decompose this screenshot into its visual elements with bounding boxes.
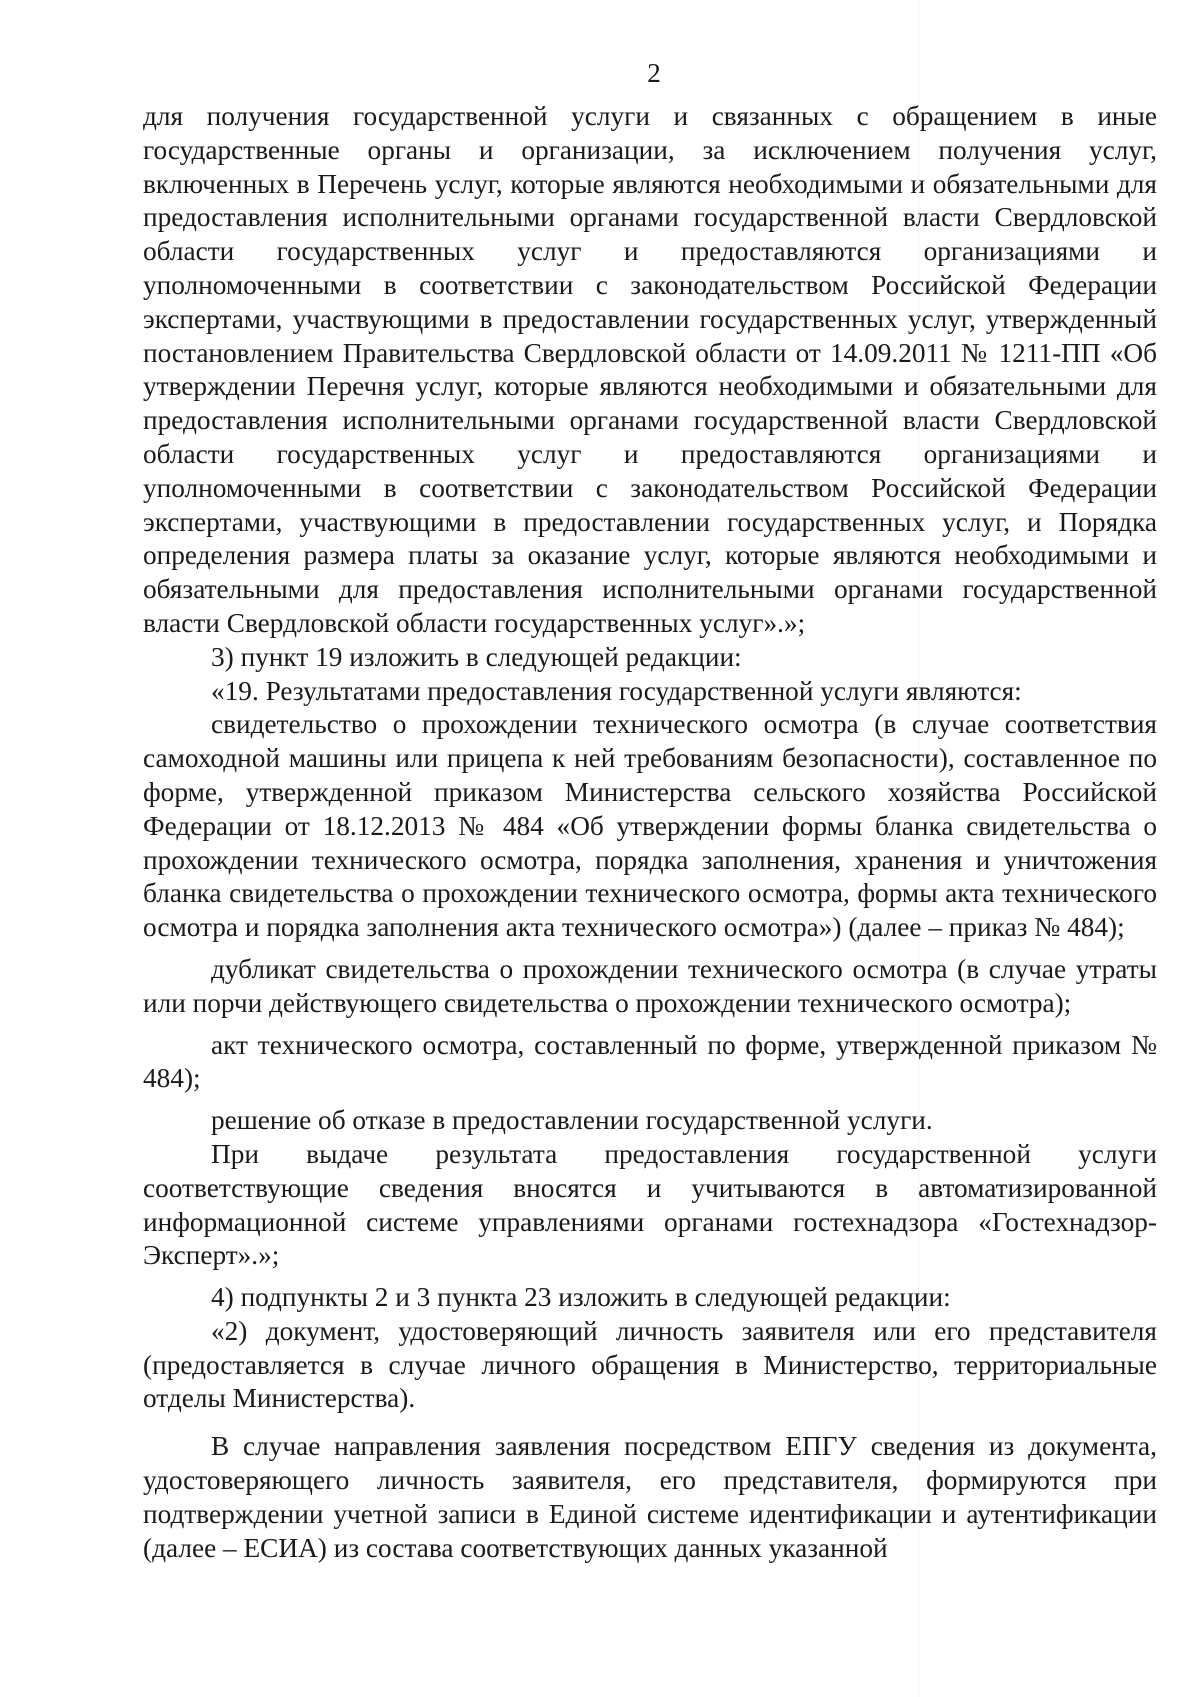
document-body xyxy=(143,100,1157,1565)
paragraph-item-19: «19. Результатами предоставления государственной услуги являются: xyxy=(211,675,1022,706)
paragraph-subitem-2: «2) документ, удостоверяющий личность заявителя или его представителя (предоставляется в случае личного обращения в Министерство, территориальные отделы Министерства). xyxy=(143,1315,1157,1414)
paragraph-refusal: решение об отказе в предоставлении государственной услуги. xyxy=(211,1105,933,1136)
paragraph-duplicate: дубликат свидетельства о прохождении технического осмотра (в случае утраты или порчи действующего свидетельства о прохождении технического осмотра); xyxy=(143,953,1157,1018)
page-number: 2 xyxy=(647,58,661,88)
paragraph-certificate: свидетельство о прохождении технического осмотра (в случае соответствия самоходной машины или прицепа к ней требованиям безопасности), составленное по форме, утвержденной приказом Министерства сельского хозяйства Российской Федерации от 18.12.2013 № 484 «Об утверждении формы бланка свидетельства о прохождении технического осмотра, порядка заполнения, хранения и уничтожения бланка свидетельства о прохождении технического осмотра, формы акта технического осмотра и порядка заполнения акта технического осмотра») (далее – приказ № 484); xyxy=(143,709,1157,943)
paragraph-inspection-act: акт технического осмотра, составленный по форме, утвержденной приказом № 484); xyxy=(143,1029,1157,1094)
paragraph-ais-record: При выдаче результата предоставления государственной услуги соответствующие сведения вносятся и учитываются в автоматизированной информационной системе управлениями органами гостехнадзора «Гостехнадзор-Эксперт».»; xyxy=(143,1138,1157,1271)
paragraph-item-3: 3) пункт 19 изложить в следующей редакции: xyxy=(211,641,742,672)
paragraph-continuation: для получения государственной услуги и связанных с обращением в иные государственные органы и организации, за исключением получения услуг, включенных в Перечень услуг, которые являются необходимыми и обязательными для предоставления исполнительными органами государственной власти Свердловской области государственных услуг и предоставляются организациями и уполномоченными в соответствии с законодательством Российской Федерации экспертами, участвующими в предоставлении государственных услуг, утвержденный постановлением Правительства Свердловской области от 14.09.2011 № 1211-ПП «Об утверждении Перечня услуг, которые являются необходимыми и обязательными для предоставления исполнительными органами государственной власти Свердловской области государственных услуг и предоставляются организациями и уполномоченными в соответствии с законодательством Российской Федерации экспертами, участвующими в предоставлении государственных услуг, и Порядка определения размера платы за оказание услуг, которые являются необходимыми и обязательными для предоставления исполнительными органами государственной власти Свердловской области государственных услуг».»; xyxy=(143,101,1157,638)
paragraph-epgu: В случае направления заявления посредством ЕПГУ сведения из документа, удостоверяющего личность заявителя, его представителя, формируются при подтверждении учетной записи в Единой системе идентификации и аутентификации (далее – ЕСИА) из состава соответствующих данных указанной xyxy=(143,1431,1157,1563)
paragraph-item-4: 4) подпункты 2 и 3 пункта 23 изложить в следующей редакции: xyxy=(211,1282,951,1313)
